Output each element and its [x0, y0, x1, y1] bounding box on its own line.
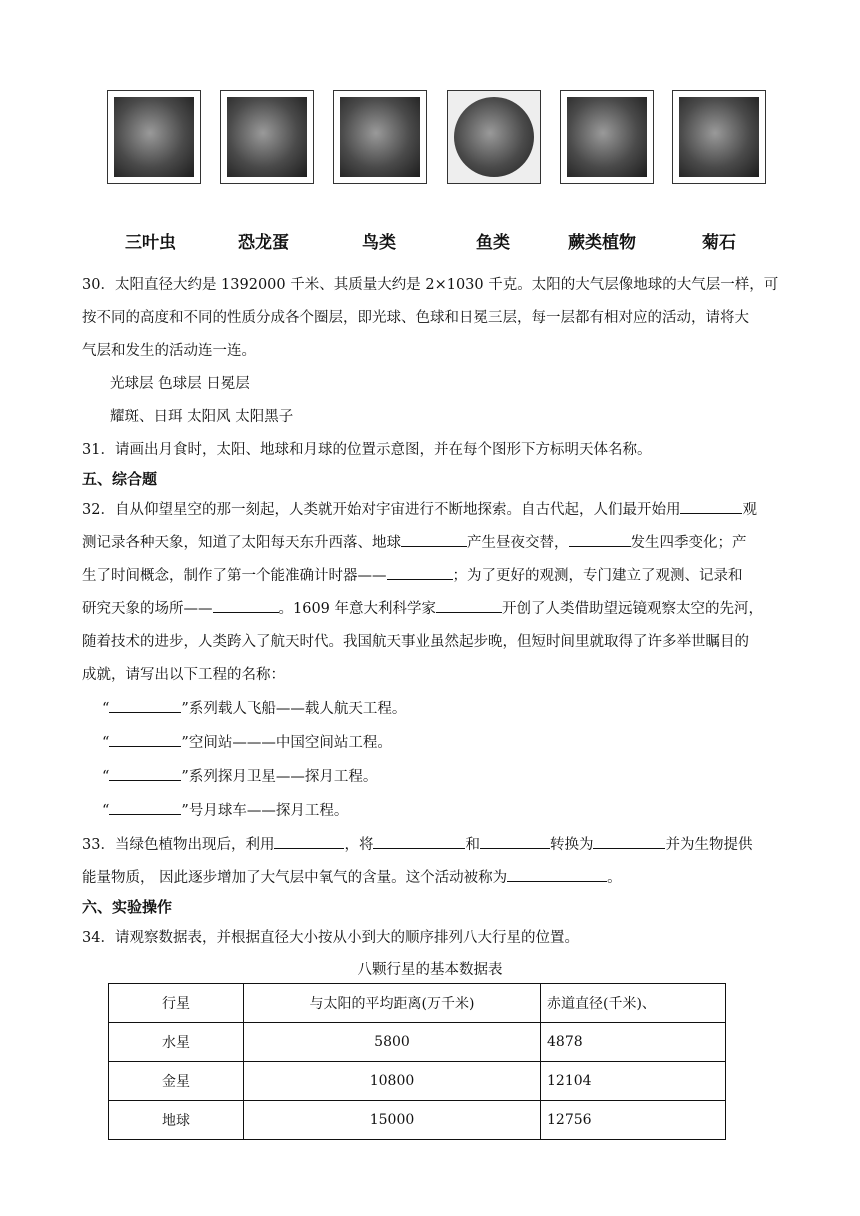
q32-line3: 生了时间概念，制作了第一个能准确计时器—— ；为了更好的观测，专门建立了观测、记录和	[82, 564, 743, 585]
caption-dinosaur-egg: 恐龙蛋	[238, 233, 289, 253]
cell-planet: 地球	[109, 1101, 244, 1140]
answer-blank[interactable]	[213, 598, 279, 613]
q30-line3: 气层和发生的活动连一连。	[82, 343, 256, 359]
cell-diameter: 4878	[541, 1023, 726, 1062]
q32-line5: 随着技术的进步，人类跨入了航天时代。我国航天事业虽然起步晚，但短时间里就取得了许多举世瞩目的	[82, 634, 749, 650]
header-planet: 行星	[109, 984, 244, 1023]
cell-distance: 10800	[244, 1062, 541, 1101]
q32-line6: 成就，请写出以下工程的名称：	[82, 667, 285, 683]
answer-blank[interactable]	[680, 499, 742, 514]
trilobite-photo	[107, 90, 201, 184]
answer-blank[interactable]	[507, 867, 607, 882]
answer-blank[interactable]	[593, 834, 665, 849]
answer-blank[interactable]	[274, 834, 344, 849]
answer-blank[interactable]	[109, 766, 181, 781]
cell-diameter: 12104	[541, 1062, 726, 1101]
q32-line2: 测记录各种天象，知道了太阳每天东升西落、地球 产生昼夜交替， 发生四季变化；产	[82, 531, 747, 552]
table-row	[109, 1023, 726, 1062]
q31-text: 31．请画出月食时，太阳、地球和月球的位置示意图，并在每个图形下方标明天体名称。	[82, 442, 652, 458]
q30-activities: 耀斑、日珥 太阳风 太阳黑子	[110, 409, 294, 425]
answer-blank[interactable]	[373, 834, 465, 849]
fish-fossil-photo	[447, 90, 541, 184]
caption-fern: 蕨类植物	[568, 233, 636, 253]
caption-trilobite: 三叶虫	[125, 233, 176, 253]
planet-data-table	[108, 983, 726, 1140]
cell-diameter: 12756	[541, 1101, 726, 1140]
fossil-photo-row	[107, 90, 767, 190]
section-5-heading: 五、综合题	[82, 470, 158, 488]
bird-fossil-photo	[333, 90, 427, 184]
q32-project-tiangong: “ ”空间站———中国空间站工程。	[102, 731, 392, 752]
q33-line1: 33．当绿色植物出现后，利用 ，将 和 转换为 并为生物提供	[82, 833, 752, 854]
ammonite-photo	[672, 90, 766, 184]
answer-blank[interactable]	[109, 800, 181, 815]
q32-project-shenzhou: “ ”系列载人飞船——载人航天工程。	[102, 697, 406, 718]
caption-fish: 鱼类	[476, 233, 510, 253]
answer-blank[interactable]	[109, 732, 181, 747]
answer-blank[interactable]	[436, 598, 502, 613]
table-row	[109, 1062, 726, 1101]
answer-blank[interactable]	[387, 565, 453, 580]
cell-planet: 水星	[109, 1023, 244, 1062]
caption-bird: 鸟类	[362, 233, 396, 253]
cell-distance: 5800	[244, 1023, 541, 1062]
answer-blank[interactable]	[401, 532, 467, 547]
cell-planet: 金星	[109, 1062, 244, 1101]
answer-blank[interactable]	[480, 834, 550, 849]
q32-project-yutu: “ ”号月球车——探月工程。	[102, 799, 348, 820]
q30-layers: 光球层 色球层 日冕层	[110, 376, 250, 392]
header-diameter: 赤道直径(千米)、	[541, 984, 726, 1023]
q32-project-change: “ ”系列探月卫星——探月工程。	[102, 765, 377, 786]
fern-fossil-photo	[560, 90, 654, 184]
caption-ammonite: 菊石	[702, 233, 736, 253]
cell-distance: 15000	[244, 1101, 541, 1140]
q32-line1: 32．自从仰望星空的那一刻起，人类就开始对宇宙进行不断地探索。自古代起，人们最开始用 观	[82, 498, 757, 519]
q30-line1: 30．太阳直径大约是 1392000 千米、其质量大约是 2×1030 千克。太阳的大气层像地球的大气层一样，可	[82, 277, 779, 293]
dinosaur-egg-photo	[220, 90, 314, 184]
q33-line2: 能量物质， 因此逐步增加了大气层中氧气的含量。这个活动被称为 。	[82, 866, 622, 887]
q30-line2: 按不同的高度和不同的性质分成各个圈层，即光球、色球和日冕三层，每一层都有相对应的活动，请将大	[82, 310, 749, 326]
q32-line4: 研究天象的场所—— 。1609 年意大利科学家 开创了人类借助望远镜观察太空的先河，	[82, 597, 763, 618]
header-distance: 与太阳的平均距离(万千米)	[244, 984, 541, 1023]
answer-blank[interactable]	[569, 532, 631, 547]
table-title: 八颗行星的基本数据表	[357, 962, 503, 978]
section-6-heading: 六、实验操作	[82, 898, 173, 916]
q34-text: 34．请观察数据表，并根据直径大小按从小到大的顺序排列八大行星的位置。	[82, 930, 579, 946]
table-row	[109, 1101, 726, 1140]
table-header-row	[109, 984, 726, 1023]
answer-blank[interactable]	[109, 698, 181, 713]
